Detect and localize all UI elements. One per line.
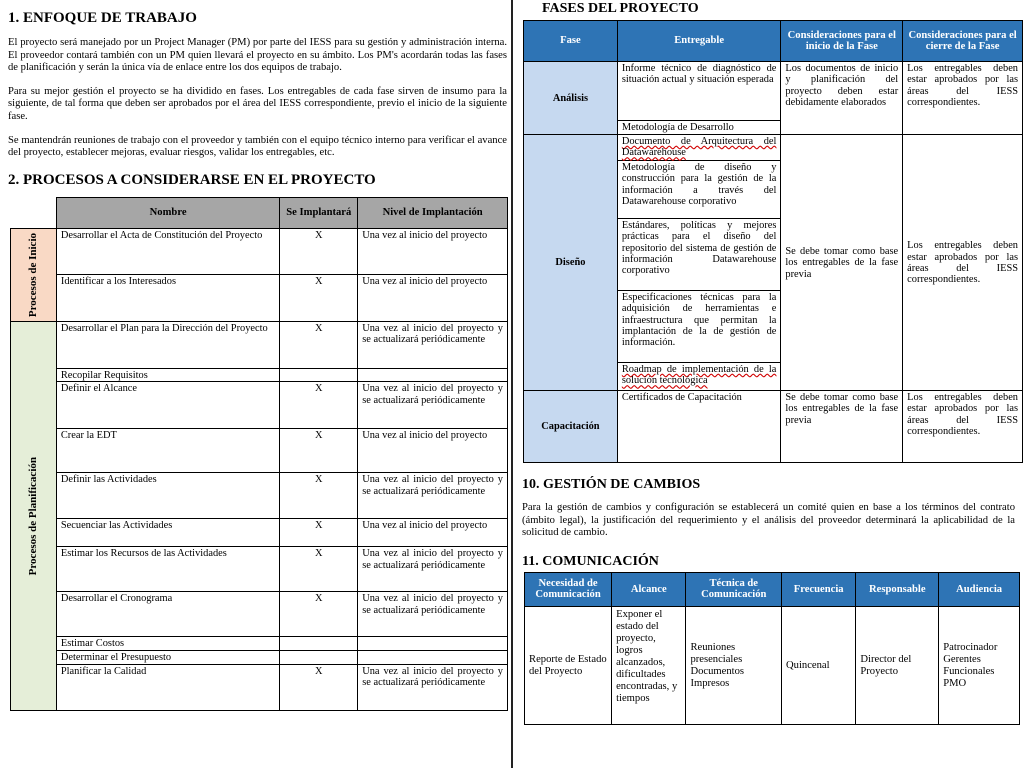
process-name: Desarrollar el Plan para la Dirección del Proyecto	[56, 321, 279, 368]
phase-start-condition: Se debe tomar como base los entregables de la fase previa	[781, 391, 903, 463]
section-10-title: 10. GESTIÓN DE CAMBIOS	[522, 477, 701, 492]
header-necesidad: Necesidad de Comunicación	[525, 572, 612, 606]
table-row	[11, 274, 508, 321]
com-frecuencia: Quincenal	[782, 606, 856, 724]
process-x: X	[280, 274, 358, 321]
group-planificacion	[11, 321, 57, 710]
phases-title: FASES DEL PROYECTO	[542, 1, 699, 16]
table-row	[11, 321, 508, 368]
process-x	[280, 651, 358, 665]
process-x: X	[280, 664, 358, 710]
paragraph-phases: Para su mejor gestión el proyecto se ha dividido en fases. Los entregables de cada fase sirven de insumo para la siguiente, de tal forma que deben ser aprobados por el área del IESS correspondiente, previo el inicio de la siguiente fase.	[8, 85, 507, 122]
process-x: X	[280, 547, 358, 592]
table-row	[524, 62, 1023, 121]
process-name: Desarrollar el Acta de Constitución del Proyecto	[56, 228, 279, 274]
process-nivel: Una vez al inicio del proyecto	[358, 274, 508, 321]
header-fase: Fase	[524, 21, 618, 62]
process-nivel: Una vez al inicio del proyecto y se actualizará periódicamente	[358, 664, 508, 710]
deliverable: Metodología de Desarrollo	[617, 121, 781, 135]
phase-diseno: Diseño	[524, 135, 618, 391]
table-row	[11, 473, 508, 519]
process-nivel	[358, 368, 508, 382]
phase-start-condition: Se debe tomar como base los entregables de la fase previa	[781, 135, 903, 391]
header-responsable: Responsable	[856, 572, 939, 606]
process-name: Estimar los Recursos de las Actividades	[56, 547, 279, 592]
phases-header-row	[524, 21, 1023, 62]
header-alcance: Alcance	[612, 572, 686, 606]
process-name: Secuenciar las Actividades	[56, 519, 279, 547]
processes-header-row	[11, 197, 508, 228]
phases-table	[523, 20, 1023, 463]
process-nivel: Una vez al inicio del proyecto y se actualizará periódicamente	[358, 382, 508, 429]
process-nivel: Una vez al inicio del proyecto y se actualizará periódicamente	[358, 592, 508, 637]
deliverable: Informe técnico de diagnóstico de situación actual y situación esperada	[617, 62, 781, 121]
deliverable: Especificaciones técnicas para la adquisición de herramientas e infraestructura que permitan la implantación de la de gestión de información.	[617, 291, 781, 363]
table-row	[525, 606, 1020, 724]
com-necesidad: Reporte de Estado del Proyecto	[525, 606, 612, 724]
table-row	[11, 519, 508, 547]
section-1-title: 1. ENFOQUE DE TRABAJO	[8, 10, 197, 26]
phase-close-condition: Los entregables deben estar aprobados por las áreas del IESS correspondientes.	[903, 135, 1023, 391]
header-blank	[11, 197, 57, 228]
header-implantara: Se Implantará	[280, 197, 358, 228]
process-name: Planificar la Calidad	[56, 664, 279, 710]
process-nivel: Una vez al inicio del proyecto y se actualizará periódicamente	[358, 473, 508, 519]
right-column	[512, 0, 1024, 768]
deliverable: Estándares, políticas y mejores prácticas para el diseño del repositorio del sistema de gestión de información Datawarehouse corporativo	[617, 219, 781, 291]
process-name: Definir las Actividades	[56, 473, 279, 519]
process-nivel	[358, 637, 508, 651]
communication-table	[524, 572, 1020, 725]
process-x: X	[280, 592, 358, 637]
header-entregable: Entregable	[617, 21, 781, 62]
com-audiencia: Patrocinador Gerentes Funcionales PMO	[939, 606, 1020, 724]
phase-close-condition: Los entregables deben estar aprobados por las áreas del IESS correspondientes.	[903, 391, 1023, 463]
paragraph-changes: Para la gestión de cambios y configuración se establecerá un comité quien en base a los términos del contrato (ámbito legal), la justificación del requerimiento y el análisis del proveedor determinará la aplicabilidad de la solicitud de cambio.	[522, 502, 1015, 539]
table-row	[11, 637, 508, 651]
paragraph-pm: El proyecto será manejado por un Project Manager (PM) por parte del IESS para su gestión y administración interna. El proveedor contará también con un PM quien llevará el proyecto en su ámbito. Los PM's acordarán todas las fases de planificación y serán la única vía de enlace entre los dos equipos de trabajo.	[8, 37, 507, 74]
table-row	[11, 382, 508, 429]
phase-capacitacion: Capacitación	[524, 391, 618, 463]
process-name: Estimar Costos	[56, 637, 279, 651]
section-11-title: 11. COMUNICACIÓN	[522, 553, 659, 569]
phase-analisis: Análisis	[524, 62, 618, 135]
process-x: X	[280, 519, 358, 547]
group-inicio-label: Procesos de Inicio	[26, 232, 39, 317]
process-name: Definir el Alcance	[56, 382, 279, 429]
phase-start-condition: Los documentos de inicio y planificación del proyecto deben estar debidamente elaborados	[781, 62, 903, 135]
table-row	[11, 228, 508, 274]
table-row	[524, 135, 1023, 161]
table-row	[11, 368, 508, 382]
processes-table	[10, 197, 508, 711]
table-row	[11, 547, 508, 592]
deliverable: Metodología de diseño y construcción para la gestión de la información a través del Datawarehouse corporativo	[617, 161, 781, 219]
process-x	[280, 368, 358, 382]
process-name: Recopilar Requisitos	[56, 368, 279, 382]
header-frecuencia: Frecuencia	[782, 572, 856, 606]
table-row	[11, 651, 508, 665]
header-cierre: Consideraciones para el cierre de la Fase	[903, 21, 1023, 62]
process-x	[280, 637, 358, 651]
communication-header-row	[525, 572, 1020, 606]
deliverable: Roadmap de implementación de la solución tecnológica	[617, 363, 781, 391]
process-name: Determinar el Presupuesto	[56, 651, 279, 665]
deliverable: Documento de Arquitectura del Datawarehouse	[617, 135, 781, 161]
paragraph-meetings: Se mantendrán reuniones de trabajo con el proveedor y también con el equipo técnico interno para verificar el avance del proyecto, establecer mejoras, evaluar riesgos, validar los entregables, etc.	[8, 134, 507, 159]
com-alcance: Exponer el estado del proyecto, logros alcanzados, dificultades encontradas, y tiempos	[612, 606, 686, 724]
process-x: X	[280, 321, 358, 368]
section-2-title: 2. PROCESOS A CONSIDERARSE EN EL PROYECTO	[8, 171, 376, 188]
process-nivel	[358, 651, 508, 665]
com-responsable: Director del Proyecto	[856, 606, 939, 724]
process-x: X	[280, 228, 358, 274]
process-nivel: Una vez al inicio del proyecto y se actualizará periódicamente	[358, 547, 508, 592]
phase-close-condition: Los entregables deben estar aprobados por las áreas del IESS correspondientes.	[903, 62, 1023, 135]
deliverable: Certificados de Capacitación	[617, 391, 781, 463]
process-name: Identificar a los Interesados	[56, 274, 279, 321]
table-row	[524, 391, 1023, 463]
header-tecnica: Técnica de Comunicación	[686, 572, 782, 606]
header-audiencia: Audiencia	[939, 572, 1020, 606]
table-row	[11, 664, 508, 710]
process-x: X	[280, 429, 358, 473]
process-x: X	[280, 382, 358, 429]
process-nivel: Una vez al inicio del proyecto	[358, 429, 508, 473]
header-nombre: Nombre	[56, 197, 279, 228]
process-name: Crear la EDT	[56, 429, 279, 473]
process-nivel: Una vez al inicio del proyecto	[358, 519, 508, 547]
header-nivel: Nivel de Implantación	[358, 197, 508, 228]
group-planificacion-label: Procesos de Planificación	[26, 456, 39, 575]
com-tecnica: Reuniones presenciales Documentos Impresos	[686, 606, 782, 724]
group-inicio	[11, 228, 57, 321]
process-x: X	[280, 473, 358, 519]
table-row	[11, 429, 508, 473]
process-name: Desarrollar el Cronograma	[56, 592, 279, 637]
table-row	[11, 592, 508, 637]
header-inicio: Consideraciones para el inicio de la Fase	[781, 21, 903, 62]
process-nivel: Una vez al inicio del proyecto y se actualizará periódicamente	[358, 321, 508, 368]
process-nivel: Una vez al inicio del proyecto	[358, 228, 508, 274]
